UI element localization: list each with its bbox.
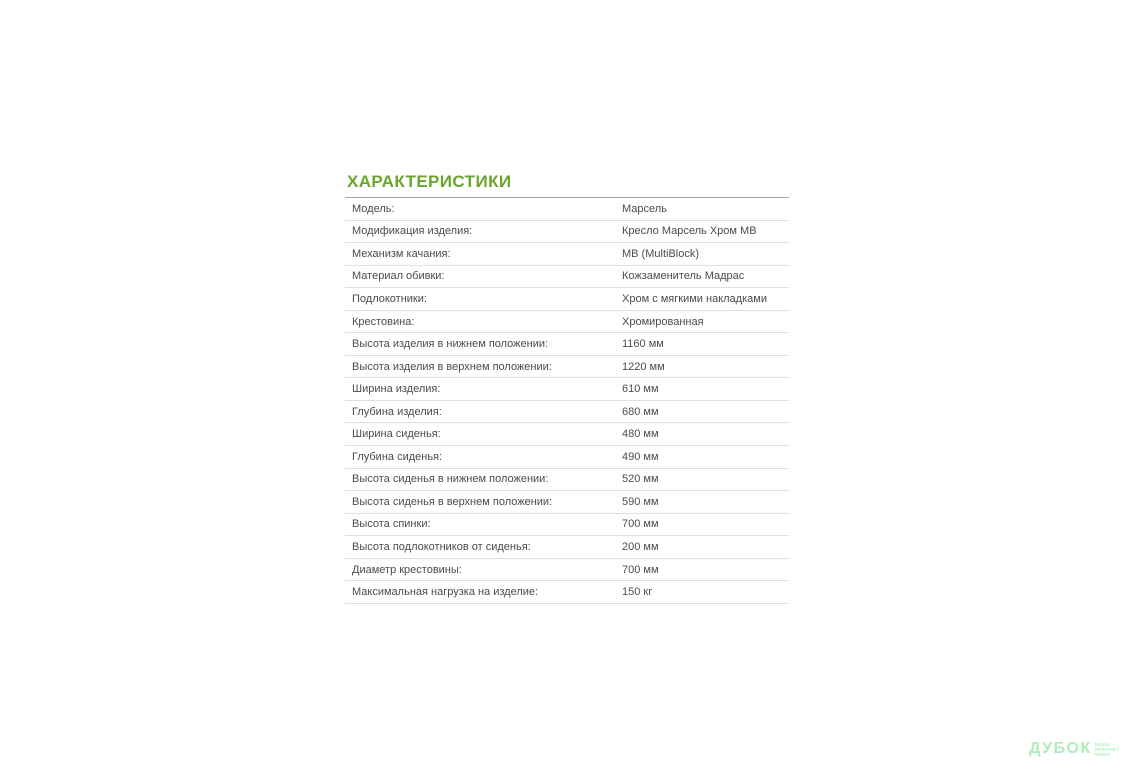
spec-row-label: Высота изделия в нижнем положении: <box>352 338 549 351</box>
spec-row-label: Модель: <box>352 202 395 215</box>
spec-row-label: Ширина сиденья: <box>352 428 441 441</box>
spec-row-value: Хромированная <box>622 315 704 328</box>
spec-row <box>345 311 789 334</box>
spec-row <box>345 243 789 266</box>
spec-row <box>345 333 789 356</box>
spec-row-label: Высота сиденья в верхнем положении: <box>352 495 553 508</box>
spec-row <box>345 401 789 424</box>
spec-row-value: 700 мм <box>622 563 659 576</box>
spec-row <box>345 491 789 514</box>
spec-row <box>345 221 789 244</box>
spec-row-value: Кожзаменитель Мадрас <box>622 270 745 283</box>
spec-row-label: Высота подлокотников от сиденья: <box>352 540 531 553</box>
specifications-title: ХАРАКТЕРИСТИКИ <box>347 172 512 191</box>
spec-row <box>345 581 789 604</box>
spec-row-value: 610 мм <box>622 383 659 396</box>
spec-row-value: 200 мм <box>622 540 659 553</box>
specifications-section <box>345 172 789 604</box>
spec-row <box>345 536 789 559</box>
spec-row-value: 490 мм <box>622 450 659 463</box>
spec-row-label: Модификация изделия: <box>352 225 473 238</box>
spec-row-value: 480 мм <box>622 428 659 441</box>
spec-row-label: Материал обивки: <box>352 270 445 283</box>
spec-row-label: Ширина изделия: <box>352 383 441 396</box>
spec-row-value: Кресло Марсель Хром МВ <box>622 225 757 238</box>
spec-row <box>345 469 789 492</box>
spec-row-value: 520 мм <box>622 473 659 486</box>
spec-row-value: 680 мм <box>622 405 659 418</box>
spec-row <box>345 288 789 311</box>
dubok-tagline-line: ІНТЕРНЕТ <box>1094 746 1120 752</box>
spec-row-label: Глубина изделия: <box>352 405 442 418</box>
spec-row-value: 1160 мм <box>622 338 664 351</box>
spec-row-value: 590 мм <box>622 495 659 508</box>
spec-row <box>345 423 789 446</box>
spec-row-value: 150 кг <box>622 586 653 599</box>
spec-row-label: Диаметр крестовины: <box>352 563 462 576</box>
spec-row <box>345 356 789 379</box>
spec-row <box>345 446 789 469</box>
dubok-watermark <box>1029 740 1119 758</box>
spec-row-label: Высота сиденья в нижнем положении: <box>352 473 549 486</box>
spec-row <box>345 198 789 221</box>
spec-row-value: Хром с мягкими накладками <box>622 292 767 305</box>
spec-row-label: Крестовина: <box>352 315 415 328</box>
spec-row <box>345 559 789 582</box>
spec-row-label: Максимальная нагрузка на изделие: <box>352 586 539 599</box>
spec-row <box>345 514 789 537</box>
spec-row <box>345 378 789 401</box>
spec-row-label: Высота спинки: <box>352 518 431 531</box>
spec-row-label: Подлокотники: <box>352 292 427 305</box>
spec-row-label: Высота изделия в верхнем положении: <box>352 360 552 373</box>
specifications-table <box>345 197 789 604</box>
dubok-tagline-line: МЕБЛІ <box>1094 751 1111 757</box>
spec-row-value: МВ (MultiBlock) <box>622 247 700 260</box>
spec-row-value: 1220 мм <box>622 360 665 373</box>
dubok-logo: ДУБОК <box>1029 740 1092 757</box>
spec-row-value: Марсель <box>622 202 667 215</box>
dubok-tagline <box>1095 742 1120 757</box>
spec-row-label: Механизм качания: <box>352 247 451 260</box>
spec-row-value: 700 мм <box>622 518 659 531</box>
spec-row-label: Глубина сиденья: <box>352 450 443 463</box>
spec-row <box>345 266 789 289</box>
dubok-tagline-line: ВАША <box>1094 741 1111 747</box>
